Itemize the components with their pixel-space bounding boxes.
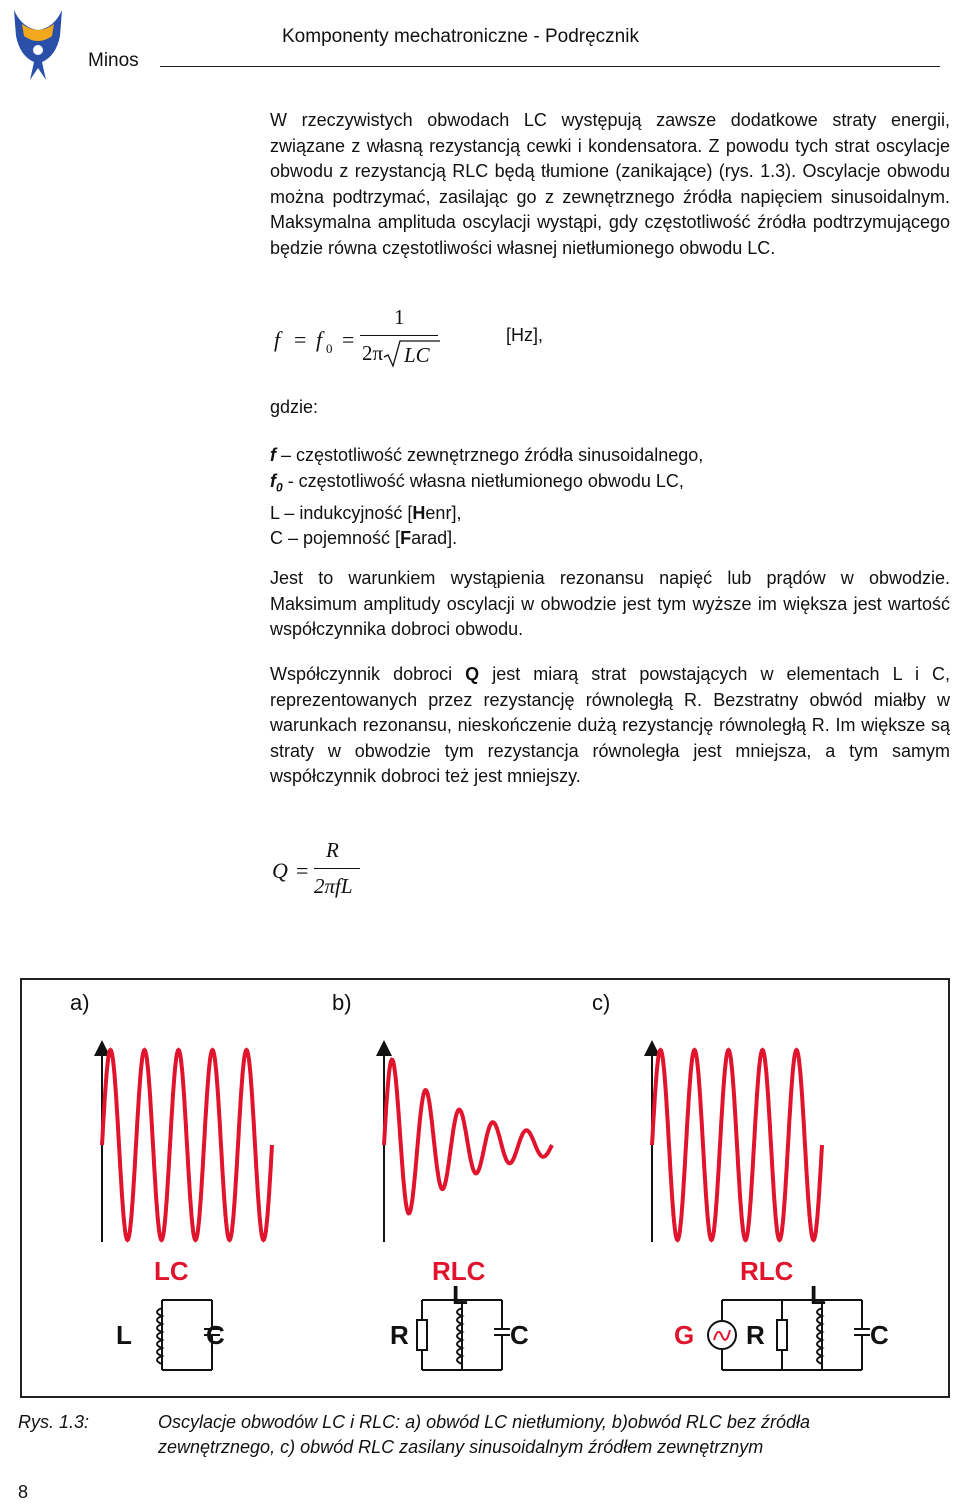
formula-q: Q [272, 858, 288, 883]
circuit-b-r: R [390, 1320, 409, 1350]
circuit-c [708, 1300, 870, 1370]
paragraph-1-text: W rzeczywistych obwodach LC występują zawsze dodatkowe straty energii, związane z własną rezystancją cewki i kondensatora. Z powodu tych strat oscylacje obwodu z rezystancją RLC będą tłumione (zanikające) (rys. 1.3). Oscylacje obwodu można podtrzymać, zasilając go z zewnętrznego źródła napięciem sinusoidalnym. Maksymalna amplituda oscylacji wystąpi, gdy częstotliwość źródła podtrzymującego będzie równa częstotliwości własnej nietłumionego obwodu LC. [270, 110, 950, 258]
formula-f0: f [316, 327, 323, 352]
paragraph-1 [270, 108, 950, 261]
formula-eq: = [294, 327, 307, 352]
formula-fraction-bar [360, 335, 438, 336]
formula-sub0: 0 [326, 341, 333, 356]
formula-eq2: = [342, 327, 355, 352]
circuit-c-c: C [870, 1320, 889, 1350]
gdzie-label: gdzie: [270, 397, 319, 417]
circuit-a-c: C [206, 1320, 225, 1350]
page-number: 8 [18, 1482, 29, 1502]
paragraph-2 [270, 566, 950, 643]
formula-f: f [274, 327, 281, 352]
quality-factor-formula [270, 838, 390, 908]
header-brand: Minos [88, 50, 139, 71]
figure-frame [20, 978, 950, 1398]
figure-drawing [22, 980, 948, 1396]
resonance-formula [270, 305, 590, 375]
formula-numerator: 1 [394, 305, 405, 329]
definition-l: L – indukcyjność [Henr], [270, 502, 462, 523]
header-title: Komponenty mechatroniczne - Podręcznik [282, 26, 639, 47]
circuit-c-r: R [746, 1320, 765, 1350]
definitions-list [270, 443, 703, 552]
circuit-c-l: L [810, 1280, 826, 1310]
circuit-b-c: C [510, 1320, 529, 1350]
formula-lc: LC [404, 343, 430, 367]
header-rule [160, 66, 940, 67]
wave-damped-b [384, 1060, 552, 1214]
circuit-b-l: L [452, 1280, 468, 1310]
circuit-b-title: RLC [432, 1256, 486, 1286]
paragraph-3 [270, 662, 950, 790]
wave-driven-c [652, 1050, 822, 1240]
figure-caption-line1: Oscylacje obwodów LC i RLC: a) obwód LC nietłumiony, b)obwód RLC bez źródła [158, 1412, 810, 1432]
circuit-a-title: LC [154, 1256, 189, 1286]
circuit-c-g: G [674, 1320, 695, 1350]
figure-label-b: b) [332, 990, 352, 1015]
definition-c: C – pojemność [Farad]. [270, 528, 458, 549]
logo [8, 6, 68, 86]
formula2-eq: = [296, 858, 309, 883]
circuit-a-l: L [116, 1320, 132, 1350]
formula-unit: [Hz], [506, 325, 544, 345]
figure-label-c: c) [592, 990, 611, 1015]
formula2-numerator: R [326, 838, 339, 862]
wave-undamped-a [102, 1050, 272, 1240]
circuit-c-title: RLC [740, 1256, 794, 1286]
definition-f: f – częstotliwość zewnętrznego źródła sinusoidalnego, [270, 445, 704, 465]
formula2-fraction-bar [314, 868, 360, 869]
formula-2pi: 2π [362, 341, 384, 365]
figure-label-a: a) [70, 990, 90, 1015]
figure-caption-line2: zewnętrznego, c) obwód RLC zasilany sinusoidalnym źródłem zewnętrznym [158, 1437, 764, 1457]
paragraph-3-text: Współczynnik dobroci Q jest miarą strat powstających w elementach L i C, reprezentowanych przez rezystancję równoległą R. Bezstratny obwód miałby w warunkach rezonansu, nieskończenie dużą rezystancję równoległą R. Im większe są straty w obwodzie tym rezystancja równoległa jest mniejsza, a tym samym współczynnik dobroci też jest mniejszy. [270, 664, 950, 786]
figure-caption-label: Rys. 1.3: [18, 1412, 90, 1432]
formula2-denominator: 2πfL [314, 874, 353, 898]
definition-f0: $f_0$ - częstotliwość własna nietłumionego obwodu LC, [270, 470, 684, 495]
paragraph-2-text: Jest to warunkiem wystąpienia rezonansu napięć lub prądów w obwodzie. Maksimum amplitudy oscylacji w obwodzie jest tym wyższe im większa jest wartość współczynnika dobroci obwodu. [270, 568, 950, 639]
